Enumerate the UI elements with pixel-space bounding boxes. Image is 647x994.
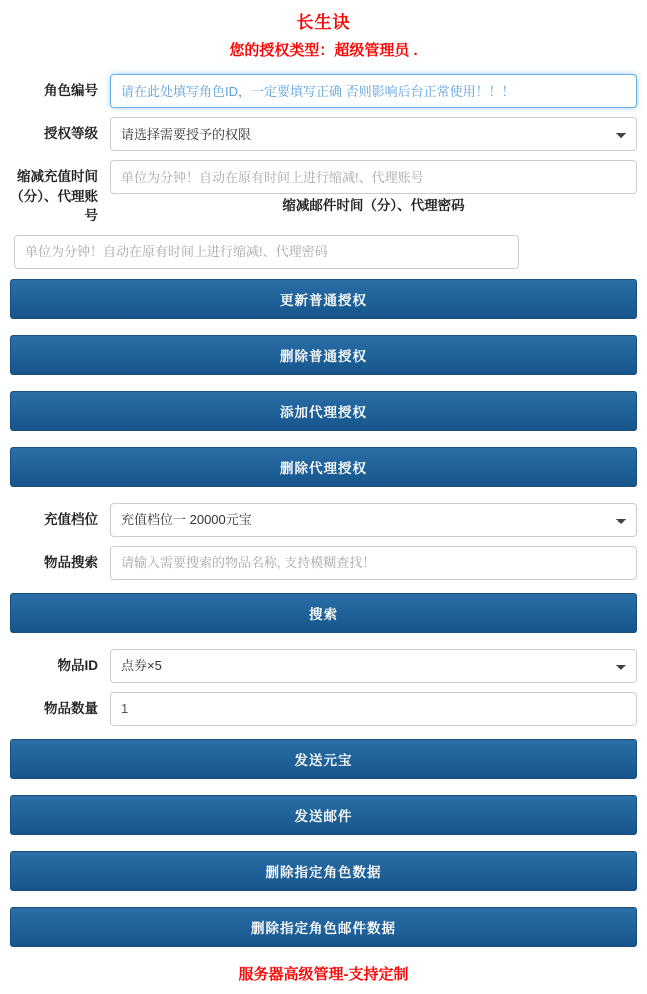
recharge-tier-label: 充值档位 <box>44 511 98 527</box>
delete-role-mail-data-button[interactable]: 删除指定角色邮件数据 <box>10 907 637 947</box>
page-title: 长生诀 <box>296 13 351 32</box>
recharge-tier-select[interactable] <box>110 503 637 537</box>
item-count-row <box>10 692 637 726</box>
auth-level-select[interactable] <box>110 117 637 151</box>
item-search-row <box>10 546 637 580</box>
role-id-field-wrap <box>110 74 637 108</box>
recharge-time-row <box>10 160 637 226</box>
item-count-input[interactable] <box>110 692 637 726</box>
add-agent-auth-button[interactable]: 添加代理授权 <box>10 391 637 431</box>
item-search-field-wrap <box>110 546 637 580</box>
mail-time-label: 缩减邮件时间（分）、代理密码 <box>282 198 465 213</box>
recharge-time-label: 缩减充值时间（分）、代理账号 <box>10 169 98 224</box>
recharge-time-field-wrap <box>110 160 637 216</box>
item-id-select[interactable] <box>110 649 637 683</box>
item-id-field-wrap <box>110 649 637 683</box>
item-id-row <box>10 649 637 683</box>
mail-time-input[interactable] <box>14 235 519 269</box>
item-search-label: 物品搜索 <box>44 554 98 570</box>
role-id-input[interactable] <box>110 74 637 108</box>
auth-level-label: 授权等级 <box>44 126 98 141</box>
delete-role-data-button[interactable]: 删除指定角色数据 <box>10 851 637 891</box>
auth-level-field-wrap <box>110 117 637 151</box>
item-count-label: 物品数量 <box>44 700 98 716</box>
role-id-row <box>10 74 637 108</box>
recharge-tier-row <box>10 503 637 537</box>
delete-normal-auth-button[interactable]: 删除普通授权 <box>10 335 637 375</box>
admin-panel-page <box>0 8 647 984</box>
auth-type-subtitle: 您的授权类型：超级管理员 . <box>229 42 418 59</box>
auth-level-row <box>10 117 637 151</box>
mail-time-row <box>14 235 637 269</box>
recharge-tier-field-wrap <box>110 503 637 537</box>
update-normal-auth-button[interactable]: 更新普通授权 <box>10 279 637 319</box>
item-search-input[interactable] <box>110 546 637 580</box>
delete-agent-auth-button[interactable]: 删除代理授权 <box>10 447 637 487</box>
search-button[interactable]: 搜索 <box>10 593 637 633</box>
item-id-label: 物品ID <box>57 657 98 673</box>
send-mail-button[interactable]: 发送邮件 <box>10 795 637 835</box>
mail-time-label-wrap <box>110 194 637 216</box>
send-yuanbao-button[interactable]: 发送元宝 <box>10 739 637 779</box>
item-count-field-wrap <box>110 692 637 726</box>
footer-text: 服务器高级管理-支持定制 <box>238 965 409 983</box>
recharge-time-input[interactable] <box>110 160 637 194</box>
role-id-label: 角色编号 <box>44 83 98 98</box>
